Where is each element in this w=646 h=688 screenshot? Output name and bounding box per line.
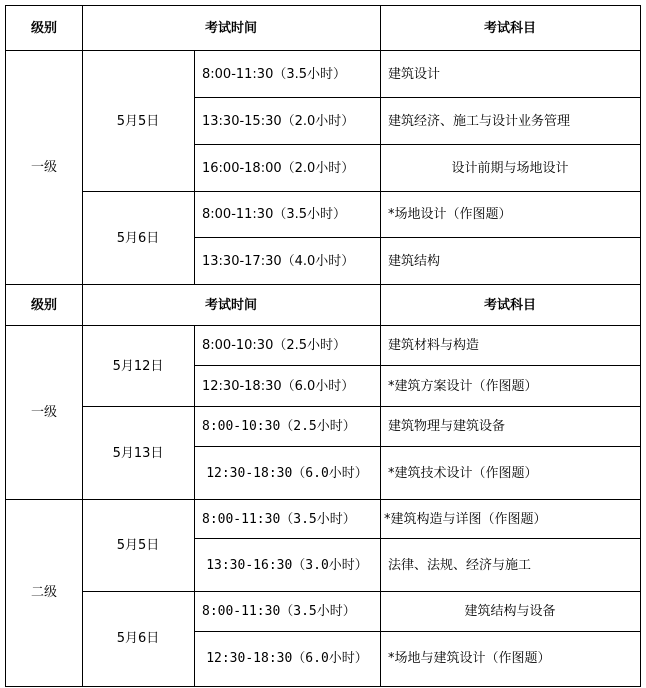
date-cell: 5月5日 [116, 538, 160, 553]
time-cell: 8:00-11:30（3.5小时） [202, 66, 347, 82]
subject-cell: 建筑材料与构造 [388, 338, 480, 353]
table-border [5, 5, 641, 6]
table-divider [380, 5, 381, 687]
subject-cell: *建筑构造与详图（作图题） [384, 511, 547, 527]
time-cell: 12:30-18:30（6.0小时） [202, 378, 355, 394]
table-divider [194, 326, 195, 687]
table-divider [82, 191, 641, 192]
table-divider [5, 284, 641, 285]
header-level: 级别 [30, 297, 57, 313]
table-divider [5, 50, 641, 51]
subject-cell: 建筑经济、施工与设计业务管理 [388, 113, 571, 129]
time-cell: 12:30-18:30（6.0小时） [206, 651, 368, 666]
subject-cell: 建筑设计 [388, 66, 441, 82]
table-divider [194, 237, 641, 238]
date-cell: 5月13日 [112, 445, 164, 461]
table-divider [82, 591, 641, 592]
subject-cell: *建筑技术设计（作图题） [388, 465, 538, 481]
header-level: 级别 [30, 20, 57, 36]
level-cell: 一级 [30, 405, 57, 420]
header-time: 考试时间 [204, 297, 257, 313]
subject-cell: 设计前期与场地设计 [451, 160, 569, 176]
table-divider [82, 406, 641, 407]
table-border [5, 686, 641, 687]
time-cell: 8:00-11:30（3.5小时） [202, 511, 356, 527]
subject-cell: 建筑结构 [388, 253, 441, 269]
table-divider [82, 5, 83, 687]
subject-cell: *场地设计（作图题） [388, 207, 512, 222]
level-cell: 一级 [30, 160, 57, 175]
time-cell: 16:00-18:00（2.0小时） [202, 160, 355, 176]
table-divider [194, 365, 641, 366]
table-border [640, 5, 641, 687]
table-divider [194, 631, 641, 632]
time-cell: 13:30-17:30（4.0小时） [202, 253, 355, 269]
table-divider [5, 499, 641, 500]
table-divider [194, 97, 641, 98]
date-cell: 5月6日 [116, 631, 160, 646]
header-time: 考试时间 [204, 20, 257, 36]
table-divider [194, 446, 641, 447]
level-cell: 二级 [30, 585, 57, 600]
time-cell: 13:30-15:30（2.0小时） [202, 113, 355, 129]
time-cell: 12:30-18:30（6.0小时） [206, 465, 368, 481]
time-cell: 8:00-11:30（3.5小时） [202, 604, 356, 619]
header-subject: 考试科目 [483, 297, 536, 313]
table-divider [194, 538, 641, 539]
subject-cell: 建筑物理与建筑设备 [388, 419, 506, 434]
time-cell: 8:00-10:30（2.5小时） [202, 419, 356, 434]
time-cell: 13:30-16:30（3.0小时） [206, 557, 368, 573]
subject-cell: 建筑结构与设备 [464, 604, 556, 619]
subject-cell: 法律、法规、经济与施工 [388, 557, 532, 573]
time-cell: 8:00-10:30（2.5小时） [202, 338, 347, 353]
table-border [5, 5, 6, 687]
table-divider [194, 51, 195, 285]
date-cell: 5月12日 [112, 358, 164, 374]
date-cell: 5月6日 [116, 230, 160, 246]
subject-cell: *建筑方案设计（作图题） [388, 378, 538, 394]
time-cell: 8:00-11:30（3.5小时） [202, 207, 347, 222]
table-divider [194, 144, 641, 145]
header-subject: 考试科目 [483, 20, 536, 36]
date-cell: 5月5日 [116, 113, 160, 129]
table-divider [5, 325, 641, 326]
subject-cell: *场地与建筑设计（作图题） [388, 651, 551, 666]
